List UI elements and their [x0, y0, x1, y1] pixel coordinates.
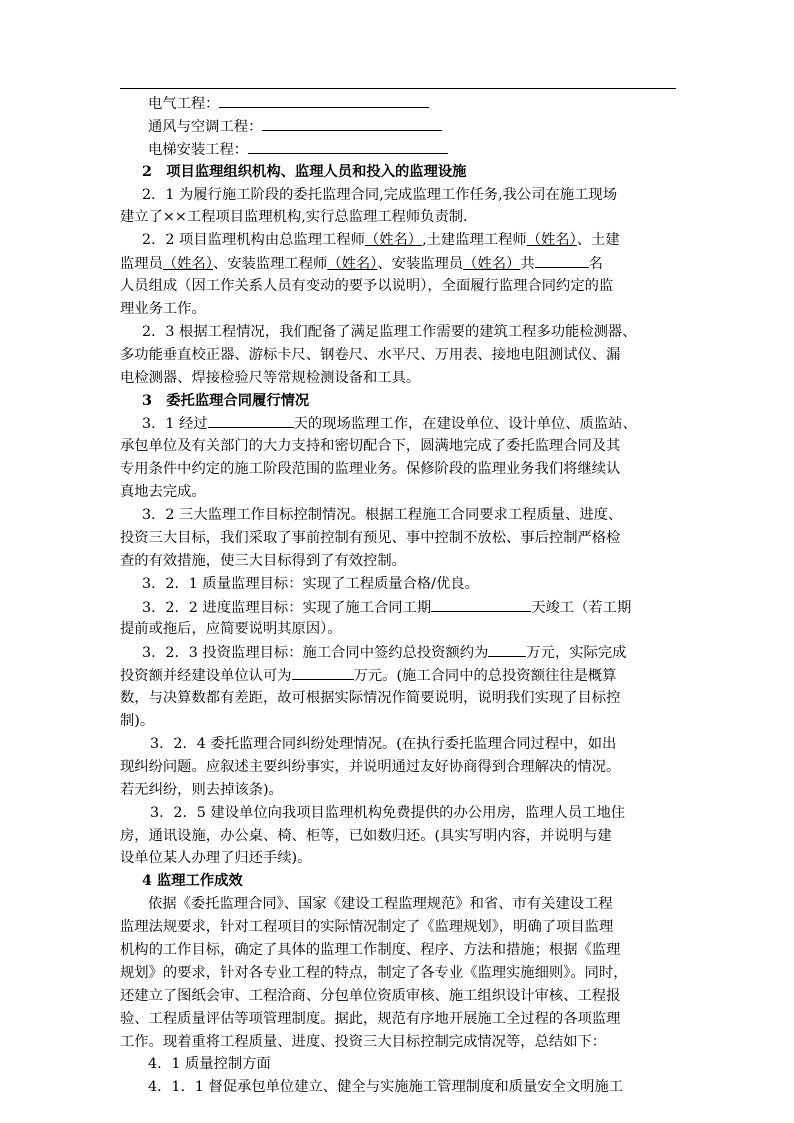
para-3-1-line4: 真地去完成。: [120, 484, 206, 501]
para-3-2-line1: 3．2 三大监理工作目标控制情况。根据工程施工合同要求工程质量、进度、: [142, 507, 623, 524]
para-2-1-line1: 2．1 为履行施工阶段的委托监理合同,完成监理工作任务,我公司在施工现场: [142, 186, 618, 203]
para-2-1-line2: 建立了××工程项目监理机构,实行总监理工程师负责制.: [120, 209, 468, 226]
para-3-2-5-line1: 3．2．5 建设单位向我项目监理机构免费提供的办公用房，监理人员工地住: [150, 804, 626, 821]
hvac-blank: [262, 115, 442, 131]
para-3-2-1: 3．2．1 质量监理目标：实现了工程质量合格/优良。: [142, 575, 479, 592]
para-2-2-line2: 监理员（姓名）、安装监理工程师（姓名）、安装监理员（姓名）共 名: [120, 252, 680, 275]
para-3-2-4-line3: 若无纠纷，则去掉该条)。: [120, 781, 283, 798]
electrical-blank: [219, 92, 429, 108]
para-4-line6: 验、工程质量评估等项管理制度。据此，规范有序地开展施工全过程的各项监理: [120, 1010, 621, 1027]
elevator-blank: [248, 138, 448, 154]
para-4-line3: 机构的工作目标，确定了具体的监理工作制度、程序、方法和措施；根据《监理: [120, 941, 621, 958]
para-3-2-3-line1: 3．2．3 投资监理目标：施工合同中签约总投资额约为 万元，实际完成: [120, 641, 680, 664]
subsection-4-1: 4．1 质量控制方面: [148, 1056, 271, 1073]
section-heading-2: 2 项目监理组织机构、监理人员和投入的监理设施: [142, 163, 467, 180]
para-2-3-line2: 多功能垂直校正器、游标卡尺、钢卷尺、水平尺、万用表、接地电阻测试仪、漏: [120, 346, 621, 363]
para-2-3-line3: 电检测器、焊接检验尺等常规检测设备和工具。: [120, 369, 421, 386]
header-rule: [120, 88, 676, 89]
para-2-3-line1: 2．3 根据工程情况，我们配备了满足监理工作需要的建筑工程多功能检测器、: [142, 323, 637, 340]
para-4-line4: 规划》的要求，针对各专业工程的特点，制定了各专业《监理实施细则》。同时，: [120, 964, 628, 981]
para-3-2-3-line3: 数，与决算数都有差距，故可根据实际情况作简要说明，说明我们实现了目标控: [120, 690, 621, 707]
contract-amount-blank: [488, 641, 526, 657]
para-3-1-line2: 承包单位及有关部门的大力支持和密切配合下，圆满地完成了委托监理合同及其: [120, 438, 621, 455]
staff-count-blank: [535, 252, 589, 268]
para-3-1-line1: 3．1 经过 天的现场监理工作，在建设单位、设计单位、质监站、: [120, 412, 680, 435]
para-2-2-line4: 理业务工作。: [120, 301, 206, 318]
para-3-1-line3: 专用条件中约定的施工阶段范围的监理业务。保修阶段的监理业务我们将继续认: [120, 461, 621, 478]
para-3-2-5-line2: 房，通讯设施，办公桌、椅、柜等，已如数归还。(具实写明内容，并说明与建: [120, 827, 612, 844]
document-body: [120, 92, 680, 1099]
para-3-2-2-line1: 3．2．2 进度监理目标：实现了施工合同工期 天竣工（若工期: [120, 596, 680, 619]
hvac-line: 通风与空调工程：: [120, 115, 680, 138]
para-3-2-line2: 投资三大目标，我们采取了事前控制有预见、事中控制不放松、事后控制严格检: [120, 529, 621, 546]
para-2-2-line3: 人员组成（因工作关系人员有变动的要予以说明），全面履行监理合同约定的监: [120, 278, 614, 295]
actual-amount-blank: [292, 664, 354, 680]
para-4-line7: 工作。现着重将工程质量、进度、投资三大目标控制完成情况等，总结如下：: [120, 1033, 607, 1050]
section-heading-3: 3 委托监理合同履行情况: [142, 392, 310, 409]
para-3-2-line3: 查的有效措施，使三大目标得到了有效控制。: [120, 552, 406, 569]
para-3-2-4-line2: 现纠纷问题。应叙述主要纠纷事实，并说明通过友好协商得到合理解决的情况。: [120, 758, 621, 775]
para-4-line1: 依据《委托监理合同》、国家《建设工程监理规范》和省、市有关建设工程: [148, 896, 613, 913]
para-4-line5: 还建立了图纸会审、工程洽商、分包单位资质审核、施工组织设计审核、工程报: [120, 987, 621, 1004]
para-3-2-3-line2: 投资额并经建设单位认可为 万元。(施工合同中的总投资额往往是概算: [120, 664, 680, 687]
para-2-2-line1: 2．2 项目监理机构由总监理工程师（姓名）,土建监理工程师（姓名）、土建: [142, 232, 620, 249]
para-3-2-4-line1: 3．2．4 委托监理合同纠纷处理情况。(在执行委托监理合同过程中，如出: [150, 735, 617, 752]
section-heading-4: 4 监理工作成效: [142, 873, 243, 890]
para-3-2-2-line2: 提前或拖后，应简要说明其原因）。: [120, 621, 342, 638]
para-3-2-3-line4: 制)。: [120, 713, 155, 730]
para-4-line2: 监理法规要求，针对工程项目的实际情况制定了《监理规划》，明确了项目监理: [120, 919, 614, 936]
days-blank: [208, 412, 294, 428]
electrical-line: 电气工程：: [120, 92, 680, 115]
elevator-line: 电梯安装工程：: [120, 138, 680, 161]
para-3-2-5-line3: 设单位某人办理了归还手续)。: [120, 850, 312, 867]
duration-blank: [431, 596, 531, 612]
para-4-1-1: 4．1．1 督促承包单位建立、健全与实施施工管理制度和质量安全文明施工: [148, 1079, 624, 1096]
